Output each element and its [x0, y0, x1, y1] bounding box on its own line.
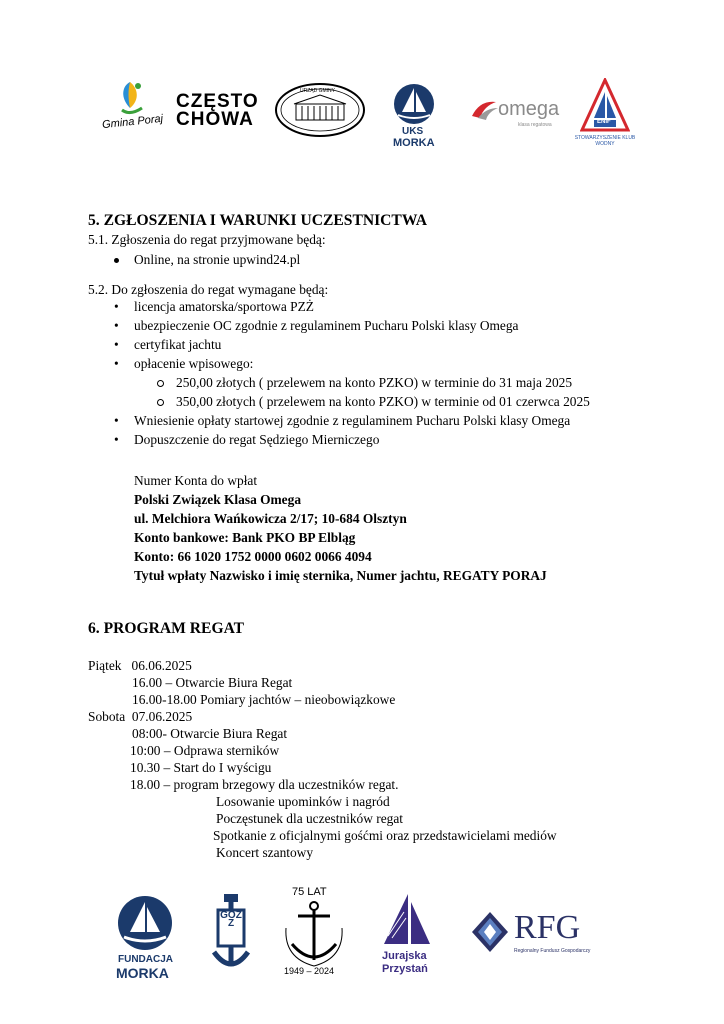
gmina-poraj-emblem — [100, 78, 170, 118]
uks-morka-logo — [390, 82, 438, 152]
list-bullet: • — [114, 413, 119, 428]
rfg-subtext: Regionalny Fundusz Gospodarczy — [514, 948, 591, 954]
czestochowa-logo — [176, 91, 259, 132]
rfg-logo — [470, 910, 610, 970]
friday-item: 16.00-18.00 Pomiary jachtów – nieobowiązkowe — [132, 692, 396, 707]
sub-bullet — [157, 399, 164, 406]
section5-p2: 5.2. Do zgłoszenia do regat wymagane będą: — [88, 282, 329, 297]
saturday-item: 18.00 – program brzegowy dla uczestników regat. — [130, 777, 399, 792]
sailboat-circle-emblem — [112, 894, 178, 952]
section5-p1-item: Online, na stronie upwind24.pl — [134, 252, 301, 267]
list-bullet: • — [114, 318, 119, 333]
account-label: Numer Konta do wpłat — [134, 473, 258, 488]
urzad-gminy-logo — [274, 82, 366, 138]
czestochowa-top: CZĘSTO — [176, 91, 259, 112]
sailboat-circle-emblem — [390, 82, 438, 126]
requirement-item: Wniesienie opłaty startowej zgodnie z regulaminem Pucharu Polski klasy Omega — [134, 413, 571, 428]
saturday-item: 10:00 – Odprawa sterników — [130, 743, 280, 758]
account-line: ul. Melchiora Wańkowicza 2/17; 10-684 Olsztyn — [134, 511, 407, 526]
footer-logo-row — [0, 886, 724, 986]
morka-text: MORKA — [393, 137, 435, 149]
friday-item: 16.00 – Otwarcie Biura Regat — [132, 675, 293, 690]
evening-item: Poczęstunek dla uczestników regat — [216, 811, 404, 826]
fundacja-text: FUNDACJA — [118, 954, 173, 965]
list-bullet: • — [114, 337, 119, 352]
friday-date: Piątek 06.06.2025 — [88, 658, 192, 673]
requirement-item: ubezpieczenie OC zgodnie z regulaminem Pucharu Polski klasy Omega — [134, 318, 519, 333]
morka-text: MORKA — [116, 965, 169, 981]
gmina-poraj-logo — [100, 78, 170, 134]
gozz-text: GOZZ — [220, 910, 242, 929]
account-line: Polski Związek Klasa Omega — [134, 492, 302, 507]
section5-p1: 5.1. Zgłoszenia do regat przyjmowane będą: — [88, 232, 326, 247]
account-line: Konto bankowe: Bank PKO BP Elbląg — [134, 530, 356, 545]
przystan-text: Przystań — [382, 963, 428, 975]
section5-title: 5. ZGŁOSZENIA I WARUNKI UCZESTNICTWA — [88, 212, 427, 229]
list-bullet: • — [114, 432, 119, 447]
requirement-item: licencja amatorska/sportowa PZŻ — [134, 299, 314, 314]
saturday-item: 10.30 – Start do I wyścigu — [130, 760, 272, 775]
urzad-gminy-text: URZĄD GMINY — [300, 88, 335, 94]
enif-subtext: STOWARZYSZENIE KLUB WODNY — [574, 135, 636, 147]
section6-title: 6. PROGRAM REGAT — [88, 620, 245, 637]
bullet — [114, 258, 119, 263]
jurajska-przystan-logo — [378, 892, 438, 980]
evening-item: Spotkanie z oficjalnymi gośćmi oraz przedstawicielami mediów — [213, 828, 557, 843]
gozz-logo — [210, 892, 252, 976]
omega-logo — [470, 98, 566, 134]
requirement-item: opłacenie wpisowego: — [134, 356, 254, 371]
fee-item: 250,00 złotych ( przelewem na konto PZKO) w terminie do 31 maja 2025 — [176, 375, 573, 390]
evening-item: Losowanie upominków i nagród — [216, 794, 390, 809]
omega-swoosh-icon — [470, 98, 500, 120]
anchor-icon — [210, 892, 252, 976]
enif-text: ENIF — [597, 119, 611, 125]
enif-logo — [574, 78, 636, 154]
enif-triangle-emblem — [580, 78, 630, 134]
requirement-item: certyfikat jachtu — [134, 337, 222, 352]
list-bullet: • — [114, 299, 119, 314]
rfg-text: RFG — [514, 909, 581, 946]
anniversary-logo — [282, 886, 346, 980]
omega-text: omega — [498, 98, 560, 120]
account-line: Konto: 66 1020 1752 0000 0602 0066 4094 — [134, 549, 372, 564]
fundacja-morka-logo — [112, 894, 178, 982]
gmina-poraj-text: Gmina Poraj — [101, 112, 164, 132]
requirement-item: Dopuszczenie do regat Sędziego Mierniczego — [134, 432, 380, 447]
czestochowa-bottom: CHOWA — [176, 109, 254, 130]
list-bullet: • — [114, 356, 119, 371]
fee-item: 350,00 złotych ( przelewem na konto PZKO) w terminie od 01 czerwca 2025 — [176, 394, 590, 409]
header-logo-row — [0, 78, 724, 158]
account-line: Tytuł wpłaty Nazwisko i imię sternika, Numer jachtu, REGATY PORAJ — [134, 568, 547, 583]
rfg-diamond-icon — [470, 910, 510, 954]
sail-icon — [378, 892, 438, 950]
saturday-item: 08:00- Otwarcie Biura Regat — [132, 726, 288, 741]
anniversary-top: 75 LAT — [292, 886, 327, 898]
saturday-date: Sobota 07.06.2025 — [88, 709, 193, 724]
jurajska-text: Jurajska — [382, 950, 427, 962]
uks-text: UKS — [402, 126, 424, 137]
anniversary-bottom: 1949 – 2024 — [284, 966, 335, 976]
evening-item: Koncert szantowy — [216, 845, 314, 860]
sub-bullet — [157, 380, 164, 387]
omega-subtext: klasa regatowa — [518, 122, 552, 128]
anchor-icon — [282, 898, 346, 968]
